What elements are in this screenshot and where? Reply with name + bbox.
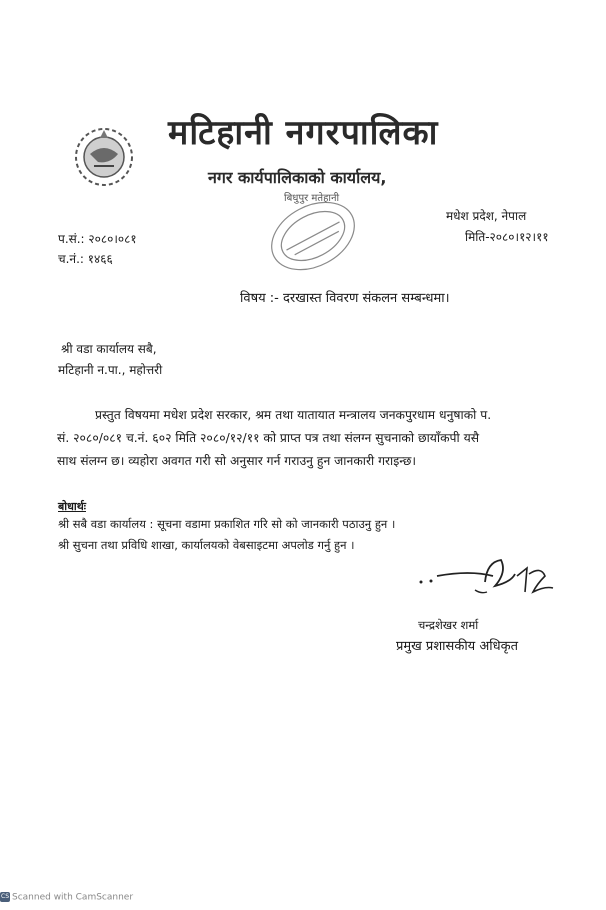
handwritten-signature (415, 552, 560, 614)
municipality-emblem-icon (68, 124, 140, 190)
letter-body: प्रस्तुत विषयमा मधेश प्रदेश सरकार, श्रम तथा यातायात मन्त्रालय जनकपुरधाम धनुषाको प. सं. २०८०/०८१ च.नं. ६०२ मिति २०८०/१२/११ को प्राप्त पत्र तथा संलग्न सुचनाको छायाँकपी यसै साथ संलग्न छ। व्यहोरा अवगत गरी सो अनुसार गर्न गराउनु हुन जानकारी गराइन्छ। (57, 408, 492, 468)
cc-heading: बोधार्थः (58, 500, 86, 513)
watermark-text: Scanned with CamScanner (12, 892, 134, 903)
scanner-watermark (0, 892, 133, 903)
recipient-line-2: मटिहानी न.पा., महोत्तरी (58, 363, 163, 377)
cc-item: श्री सुचना तथा प्रविधि शाखा, कार्यालयको वेबसाइटमा अपलोड गर्नु हुन । (58, 538, 355, 552)
recipient-line-1: श्री वडा कार्यालय सबै, (61, 342, 157, 356)
stamp-text: बिधुपुर मतेहानी (284, 193, 340, 204)
letter-date: मिति-२०८०।१२।११ (465, 230, 549, 244)
municipality-name: मटिहानी नगरपालिका (168, 113, 439, 153)
province-label: मधेश प्रदेश, नेपाल (446, 209, 527, 223)
signatory-name: चन्द्रशेखर शर्मा (418, 618, 479, 632)
dispatch-number: च.नं.: १४६६ (58, 252, 113, 266)
signatory-designation: प्रमुख प्रशासकीय अधिकृत (396, 639, 519, 654)
cc-item: श्री सबै वडा कार्यालय : सूचना वडामा प्रकाशित गरि सो को जानकारी पठाउनु हुन । (58, 517, 396, 531)
office-name: नगर कार्यपालिकाको कार्यालय, (208, 168, 387, 187)
reference-number: प.सं.: २०८०।०८१ (58, 232, 137, 246)
camscanner-logo-icon: CS (1, 893, 9, 900)
letter-subject: विषय :- दरखास्त विवरण संकलन सम्बन्धमा। (240, 291, 450, 306)
